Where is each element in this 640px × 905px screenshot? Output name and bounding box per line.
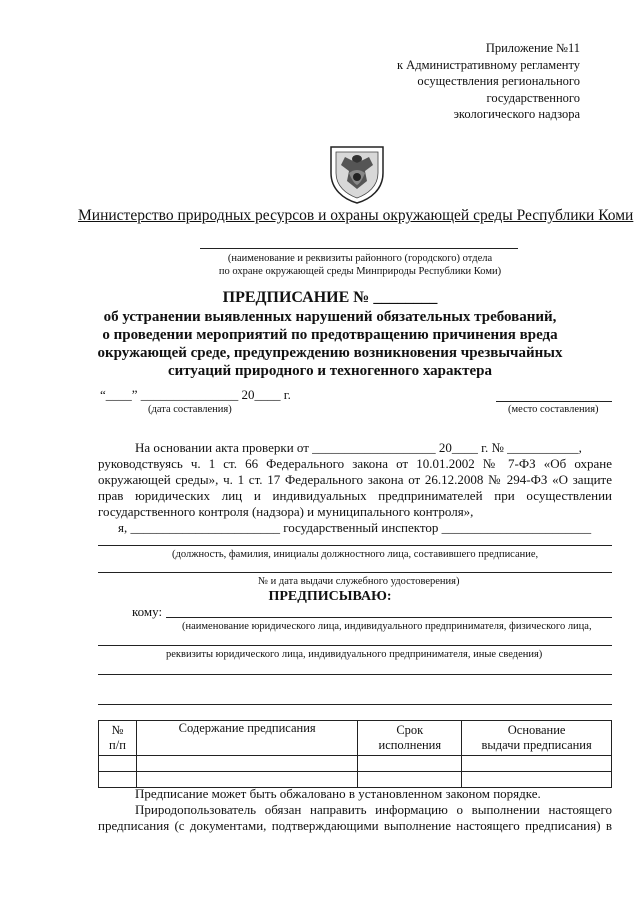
official-caption: (должность, фамилия, инициалы должностного лица, составившего предписание, bbox=[172, 549, 539, 560]
subtitle-line: об устранении выявленных нарушений обязательных требований, bbox=[103, 309, 557, 325]
recipient-field-line bbox=[166, 617, 612, 618]
appendix-block bbox=[350, 40, 580, 123]
header-content: Содержание предписания bbox=[136, 721, 357, 756]
appeal-note: Предписание может быть обжаловано в установленном законом порядке. bbox=[135, 786, 541, 801]
details-field-line bbox=[98, 704, 612, 705]
appendix-line: осуществления регионального bbox=[417, 74, 580, 88]
body-line: прав юридических лиц и индивидуальных предпринимателей при осуществлении bbox=[98, 488, 612, 503]
official-field-line bbox=[98, 545, 612, 546]
date-caption: (дата составления) bbox=[148, 404, 232, 415]
document-title: ПРЕДПИСАНИЕ № ________ bbox=[222, 289, 438, 306]
appendix-line: экологического надзора bbox=[453, 107, 580, 121]
certificate-caption: № и дата выдачи служебного удостоверения) bbox=[258, 576, 460, 587]
department-caption bbox=[180, 252, 540, 278]
subtitle-line: ситуаций природного и техногенного характера bbox=[167, 363, 493, 379]
department-caption-line: (наименование и реквизиты районного (городского) отдела bbox=[227, 253, 493, 264]
body-line: государственного контроля (надзора) и муниципального контроля», bbox=[98, 504, 474, 519]
place-caption: (место составления) bbox=[508, 404, 599, 415]
table-cell[interactable] bbox=[462, 756, 612, 772]
entity-field-line bbox=[98, 645, 612, 646]
table-row bbox=[99, 756, 612, 772]
appendix-line: к Административному регламенту bbox=[396, 57, 580, 72]
entity-caption: (наименование юридического лица, индивидуального предпринимателя, физического лица, bbox=[182, 621, 592, 632]
date-field: “____” _______________ 20____ г. bbox=[100, 387, 291, 402]
subtitle-line: окружающей среде, предупреждению возникновения чрезвычайных bbox=[97, 345, 563, 361]
table-header-row bbox=[99, 721, 612, 756]
place-field-line bbox=[496, 401, 612, 402]
ministry-name: Министерство природных ресурсов и охраны окружающей среды Республики Коми bbox=[78, 207, 634, 224]
header-basis: Основание выдачи предписания bbox=[462, 721, 612, 756]
table-cell[interactable] bbox=[358, 756, 462, 772]
certificate-field-line bbox=[98, 572, 612, 573]
body-line: На основании акта проверки от ___________________ 20____ г. № ___________, bbox=[135, 440, 582, 455]
appendix-line: государственного bbox=[486, 90, 580, 105]
inspector-line: я, _______________________ государственный инспектор _______________________ bbox=[118, 520, 592, 535]
footer-line: Природопользователь обязан направить информацию о выполнении настоящего bbox=[135, 802, 612, 817]
prescribe-heading: ПРЕДПИСЫВАЮ: bbox=[268, 589, 392, 604]
document-subtitle bbox=[60, 308, 600, 380]
details-field-line bbox=[98, 674, 612, 675]
table-cell[interactable] bbox=[99, 756, 137, 772]
footer-line: предписания (с документами, подтверждающими выполнение настоящего предписания) в bbox=[98, 818, 612, 833]
coat-of-arms-emblem bbox=[327, 143, 387, 205]
header-number: № п/п bbox=[99, 721, 137, 756]
appendix-line: Приложение №11 bbox=[485, 41, 580, 55]
header-deadline: Срок исполнения bbox=[358, 721, 462, 756]
body-line: руководствуясь ч. 1 ст. 66 Федерального закона от 10.01.2002 № 7-ФЗ «Об охране bbox=[98, 456, 612, 471]
department-field-line bbox=[200, 248, 518, 249]
prescription-table bbox=[98, 720, 612, 788]
to-label: кому: bbox=[132, 604, 163, 619]
body-line: окружающей среды», ч. 1 ст. 17 Федерального закона от 26.12.2008 № 294-ФЗ «О защите bbox=[98, 472, 612, 487]
table-cell[interactable] bbox=[136, 756, 357, 772]
department-caption-line: по охране окружающей среды Минприроды Республики Коми) bbox=[218, 266, 502, 277]
table-cell[interactable] bbox=[99, 772, 137, 788]
subtitle-line: о проведении мероприятий по предотвращению причинения вреда bbox=[102, 327, 558, 343]
entity-details-caption: реквизиты юридического лица, индивидуального предпринимателя, иные сведения) bbox=[166, 649, 543, 660]
